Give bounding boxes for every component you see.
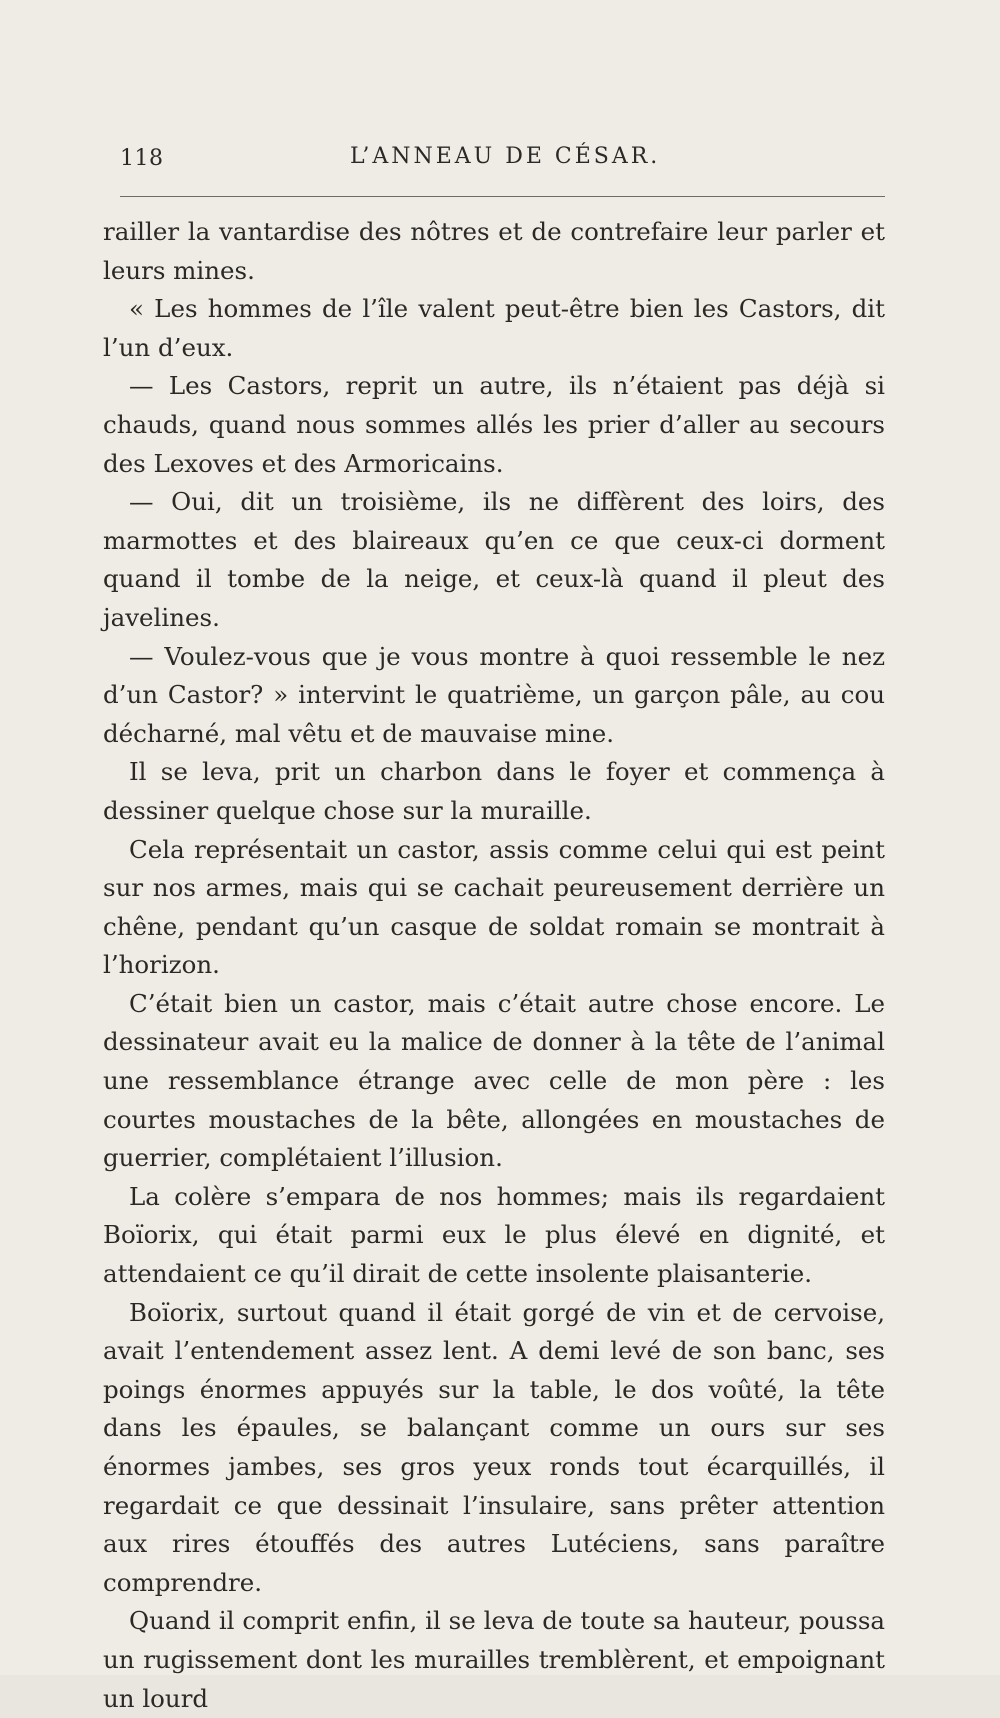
paragraph: « Les hommes de l’île valent peut-être bien les Castors, dit l’un d’eux.	[103, 294, 885, 362]
paragraph: — Voulez-vous que je vous montre à quoi ressemble le nez d’un Castor? » intervint le quatrième, un garçon pâle, au cou décharné, mal vêtu et de mauvaise mine.	[103, 641, 885, 748]
body-text	[103, 213, 885, 1718]
paragraph: Boïorix, surtout quand il était gorgé de vin et de cervoise, avait l’entendement assez lent. A demi levé de son banc, ses poings énormes appuyés sur la table, le dos voûté, la tête dans les épaules, se balançant comme un ours sur ses énormes jambes, ses gros yeux ronds tout écarquillés, il regardait ce que dessinait l’insulaire, sans prêter attention aux rires étouffés des autres Lutéciens, sans paraître comprendre.	[103, 1297, 885, 1597]
paragraph: — Oui, dit un troisième, ils ne diffèrent des loirs, des marmottes et des blaireaux qu’en ce que ceux-ci dorment quand il tombe de la neige, et ceux-là quand il pleut des javelines.	[103, 487, 885, 632]
paragraph: Quand il comprit enfin, il se leva de toute sa hauteur, poussa un rugissement dont les murailles tremblèrent, et empoignant un lourd	[103, 1606, 885, 1713]
paragraph: Il se leva, prit un charbon dans le foyer et commença à dessiner quelque chose sur la muraille.	[103, 757, 885, 825]
header-rule	[120, 196, 885, 197]
page-number: 118	[120, 146, 164, 171]
running-head	[120, 140, 880, 180]
running-title: L’ANNEAU DE CÉSAR.	[350, 144, 661, 169]
paragraph: C’était bien un castor, mais c’était autre chose encore. Le dessinateur avait eu la malice de donner à la tête de l’animal une ressemblance étrange avec celle de mon père : les courtes moustaches de la bête, allongées en moustaches de guerrier, complétaient l’illusion.	[103, 988, 885, 1173]
paragraph: — Les Castors, reprit un autre, ils n’étaient pas déjà si chauds, quand nous sommes allés les prier d’aller au secours des Lexoves et des Armoricains.	[103, 371, 885, 478]
paragraph: Cela représentait un castor, assis comme celui qui est peint sur nos armes, mais qui se cachait peureusement derrière un chêne, pendant qu’un casque de soldat romain se montrait à l’horizon.	[103, 834, 885, 980]
paragraph: railler la vantardise des nôtres et de contrefaire leur parler et leurs mines.	[103, 217, 885, 285]
paragraph: La colère s’empara de nos hommes; mais ils regardaient Boïorix, qui était parmi eux le plus élevé en dignité, et attendaient ce qu’il dirait de cette insolente plaisanterie.	[103, 1181, 885, 1289]
